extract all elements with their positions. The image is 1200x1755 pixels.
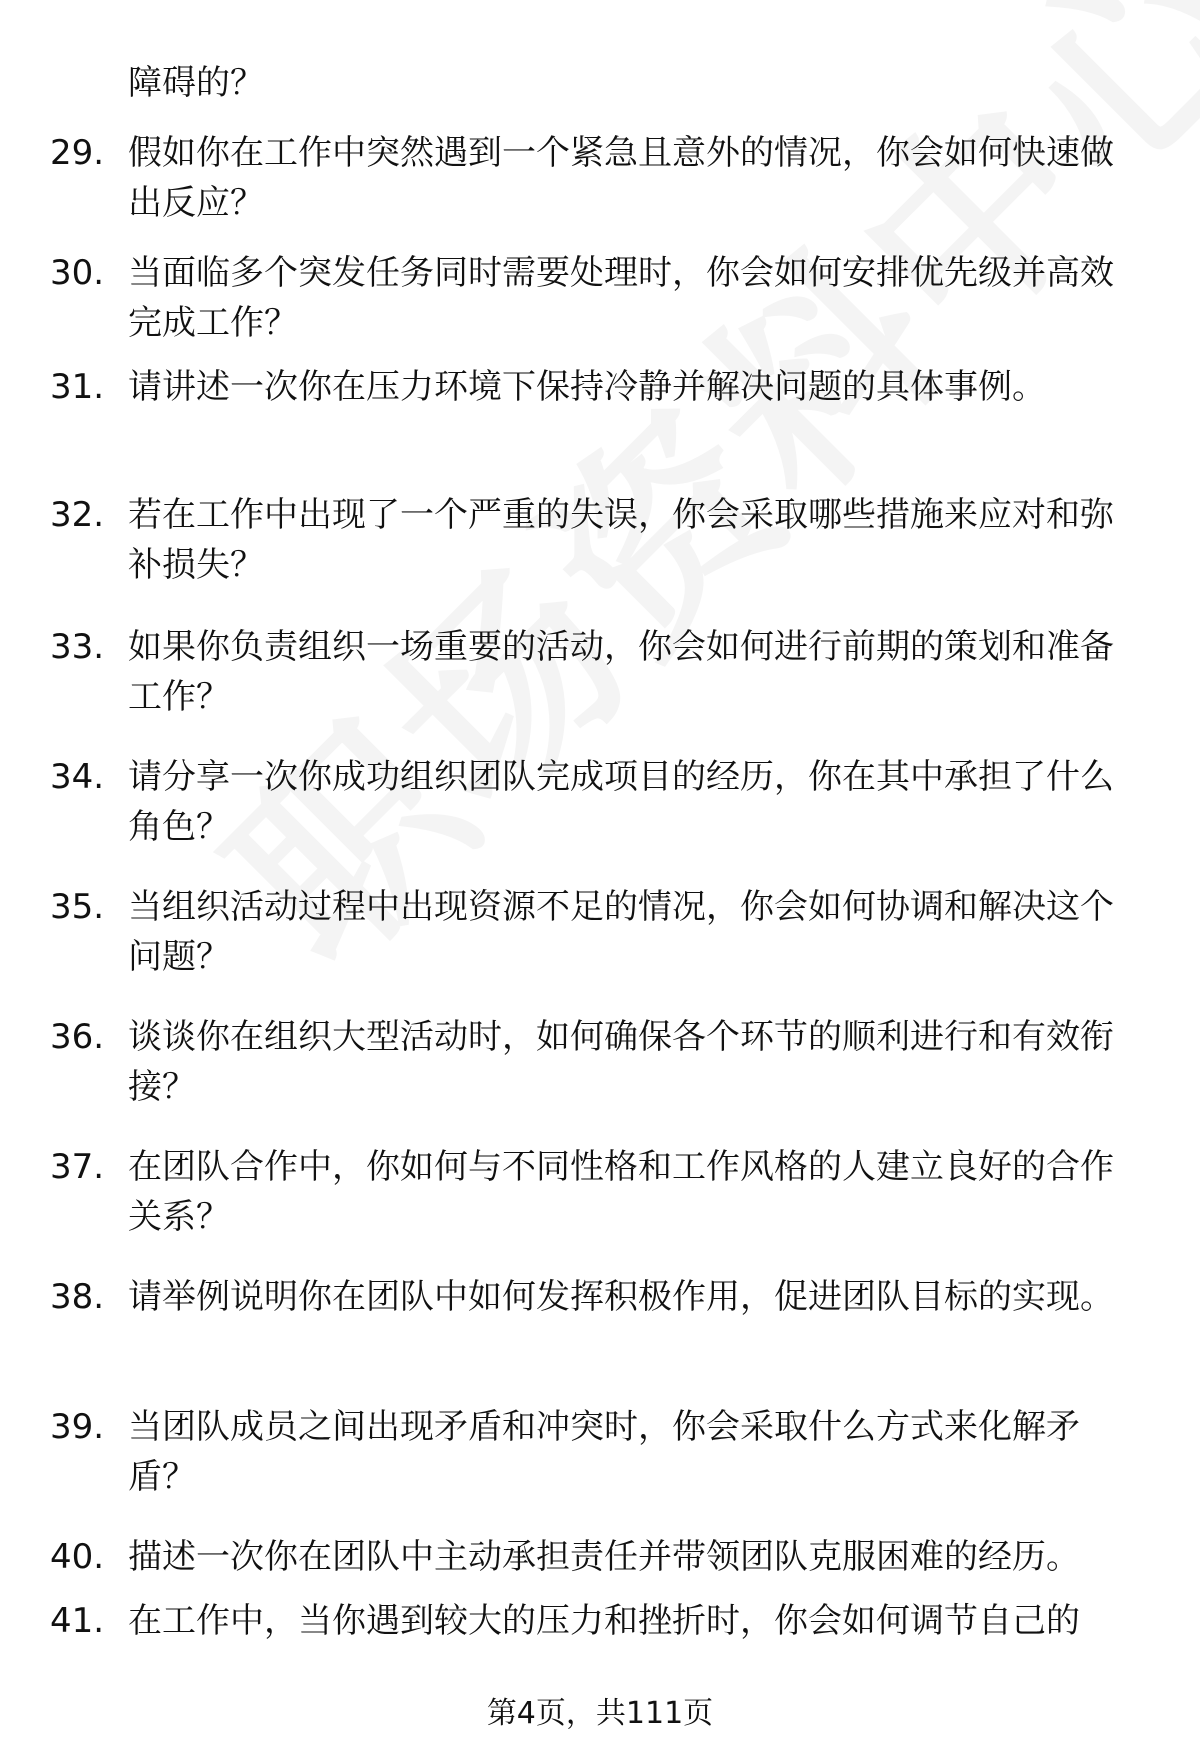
question-text: 请举例说明你在团队中如何发挥积极作用，促进团队目标的实现。 (128, 1277, 1114, 1317)
question-text: 若在工作中出现了一个严重的失误，你会采取哪些措施来应对和弥补损失？ (128, 495, 1114, 585)
question-text: 请讲述一次你在压力环境下保持冷静并解决问题的具体事例。 (128, 367, 1046, 407)
question-number: 41. (50, 1601, 105, 1641)
question-number: 29. (50, 133, 105, 173)
question-number: 37. (50, 1147, 105, 1187)
question-text: 谈谈你在组织大型活动时，如何确保各个环节的顺利进行和有效衔接？ (128, 1017, 1114, 1107)
question-number: 35. (50, 887, 105, 927)
question-number: 38. (50, 1277, 105, 1317)
question-text: 请分享一次你成功组织团队完成项目的经历，你在其中承担了什么角色？ (128, 757, 1114, 847)
question-number: 30. (50, 253, 105, 293)
page-footer: 第4页，共111页 (486, 1696, 714, 1731)
question-number: 40. (50, 1537, 105, 1577)
question-text: 在团队合作中，你如何与不同性格和工作风格的人建立良好的合作关系？ (128, 1147, 1114, 1237)
question-number: 32. (50, 495, 105, 535)
question-text: 在工作中，当你遇到较大的压力和挫折时，你会如何调节自己的 (128, 1601, 1080, 1641)
question-number: 31. (50, 367, 105, 407)
question-text: 如果你负责组织一场重要的活动，你会如何进行前期的策划和准备工作？ (128, 627, 1114, 717)
question-number: 39. (50, 1407, 105, 1447)
question-text: 假如你在工作中突然遇到一个紧急且意外的情况，你会如何快速做出反应？ (128, 133, 1114, 223)
question-number: 34. (50, 757, 105, 797)
question-text: 当组织活动过程中出现资源不足的情况，你会如何协调和解决这个问题？ (128, 887, 1114, 977)
question-text: 当面临多个突发任务同时需要处理时，你会如何安排优先级并高效完成工作？ (128, 253, 1114, 343)
question-number: 36. (50, 1017, 105, 1057)
question-number: 33. (50, 627, 105, 667)
question-text: 描述一次你在团队中主动承担责任并带领团队克服困难的经历。 (128, 1537, 1080, 1577)
continuation-text: 障碍的？ (128, 63, 264, 103)
question-text: 当团队成员之间出现矛盾和冲突时，你会采取什么方式来化解矛盾？ (128, 1407, 1080, 1497)
